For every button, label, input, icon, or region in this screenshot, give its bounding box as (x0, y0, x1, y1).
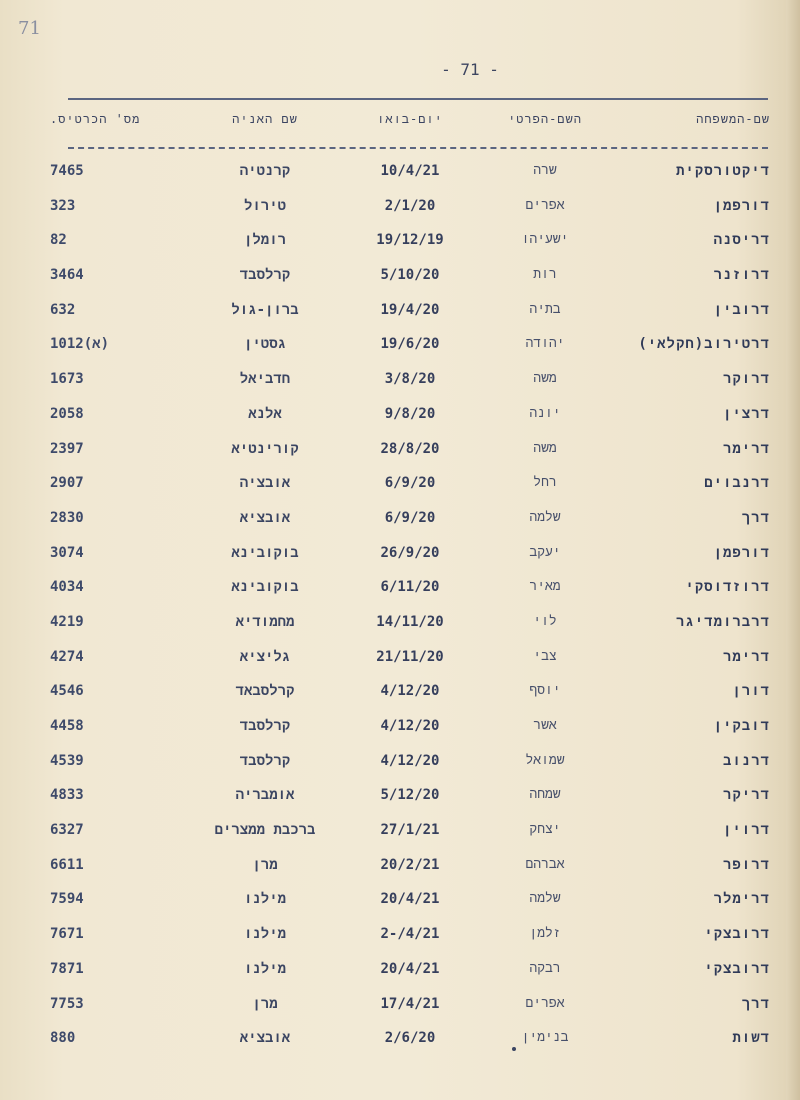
given-name-cell: יהודה (525, 336, 565, 352)
certificate-number-cell: 2058 (50, 405, 84, 422)
arrival-date-cell: 2/6/20 (384, 1030, 436, 1047)
given-name-cell: בנימין (521, 1030, 569, 1046)
page-edge (786, 0, 800, 1100)
ship-name-cell: גליציא (239, 648, 291, 665)
family-name-cell: דרברומדיגר (675, 613, 770, 630)
given-name-cell: אפרים (525, 995, 565, 1011)
family-name-cell: דורן (732, 683, 770, 700)
ship-name-cell: בוקובינא (231, 544, 299, 561)
family-name-cell: דרוקר (722, 371, 770, 388)
certificate-number-cell: 6327 (50, 822, 84, 839)
header-bottom-rule (68, 147, 768, 149)
table-row (40, 537, 770, 572)
arrival-date-cell: 14/11/20 (376, 613, 444, 630)
ink-dot (512, 1047, 516, 1051)
table-row (40, 953, 770, 988)
arrival-date-cell: 2/1/20 (384, 197, 436, 214)
given-name-cell: שרה (533, 163, 557, 178)
family-name-cell: דרוזנר (713, 267, 770, 284)
given-name-cell: רבקה (529, 960, 561, 976)
ship-name-cell: קרלסבד (239, 752, 291, 769)
table-row (40, 398, 770, 433)
table-row (40, 155, 770, 190)
arrival-date-cell: 20/2/21 (380, 856, 440, 873)
arrival-date-cell: 27/1/21 (380, 822, 440, 839)
arrival-date-cell: 9/8/20 (384, 405, 436, 422)
arrival-date-cell: 20/4/21 (380, 891, 440, 908)
table-row (40, 849, 770, 884)
family-name-cell: דריסנה (713, 232, 770, 249)
given-name-cell: יונה (529, 405, 561, 421)
arrival-date-cell: 26/9/20 (380, 544, 440, 561)
header-certificate-number: מס' הכרטיס. (50, 112, 141, 126)
family-name-cell: דרטירוב(חקלאי) (638, 336, 770, 353)
arrival-date-cell: 19/4/20 (380, 301, 440, 318)
family-name-cell: דרימר (722, 648, 770, 665)
table-row (40, 433, 770, 468)
family-name-cell: דרך (741, 509, 770, 526)
given-name-cell: משה (533, 371, 557, 387)
certificate-number-cell: 632 (50, 301, 76, 318)
table-row (40, 190, 770, 225)
family-name-cell: דשות (732, 1030, 770, 1047)
certificate-number-cell: 82 (50, 232, 67, 249)
table-row (40, 710, 770, 745)
family-name-cell: דרובין (713, 301, 770, 318)
given-name-cell: שמחה (529, 787, 561, 803)
family-name-cell: דרימלר (713, 891, 770, 908)
table-row (40, 467, 770, 502)
ship-name-cell: אלנא (248, 405, 282, 422)
arrival-date-cell: 2-/4/21 (380, 926, 440, 943)
table-row (40, 641, 770, 676)
family-name-cell: דרימר (722, 440, 770, 457)
ship-name-cell: מרן (252, 856, 278, 873)
ship-name-cell: רומלן (243, 232, 286, 249)
family-name-cell: דרובצקי (704, 926, 770, 943)
certificate-number-cell: 3074 (50, 544, 84, 561)
arrival-date-cell: 6/9/20 (384, 509, 436, 526)
header-ship-name: שם האניה (232, 112, 298, 126)
arrival-date-cell: 6/11/20 (380, 579, 440, 596)
given-name-cell: רות (533, 267, 557, 283)
certificate-number-cell: 1673 (50, 371, 84, 388)
ship-name-cell: אובציה (239, 475, 291, 492)
table-row (40, 224, 770, 259)
table-row (40, 259, 770, 294)
table-row (40, 571, 770, 606)
certificate-number-cell: 323 (50, 197, 76, 214)
header-arrival-date: יום-בואו (377, 112, 443, 126)
ship-name-cell: מרן (252, 995, 278, 1012)
ship-name-cell: אובציא (239, 1030, 291, 1047)
arrival-date-cell: 4/12/20 (380, 752, 440, 769)
ship-name-cell: מילנו (243, 891, 286, 908)
table-row (40, 988, 770, 1023)
family-name-cell: דורפמן (713, 197, 770, 214)
ship-name-cell: אובציא (239, 509, 291, 526)
certificate-number-cell: 7465 (50, 163, 84, 179)
header-top-rule (68, 98, 768, 100)
given-name-cell: זלמן (529, 926, 561, 942)
certificate-number-cell: 4546 (50, 683, 84, 700)
ship-name-cell: קורינטיא (231, 440, 299, 457)
given-name-cell: אפרים (525, 197, 565, 213)
table-row (40, 675, 770, 710)
table-row (40, 918, 770, 953)
certificate-number-cell: 7594 (50, 891, 84, 908)
arrival-date-cell: 10/4/21 (380, 163, 440, 179)
ship-name-cell: קרלסבד (239, 718, 291, 734)
table-row (40, 294, 770, 329)
given-name-cell: שלמה (529, 891, 561, 907)
family-name-cell: דרצין (722, 405, 770, 422)
ship-name-cell: גסטין (243, 336, 286, 353)
certificate-number-cell: 4034 (50, 579, 84, 596)
ship-name-cell: חדביאל (239, 371, 291, 388)
given-name-cell: בתיה (529, 301, 561, 317)
family-name-cell: דרופר (722, 856, 770, 873)
given-name-cell: רחל (533, 475, 557, 491)
header-family-name: שם-המשפחה (696, 112, 770, 126)
certificate-number-cell: 7871 (50, 960, 84, 977)
table-body (40, 155, 770, 1057)
family-name-cell: דריקר (722, 787, 770, 804)
family-name-cell: דיקטורסקית (675, 163, 770, 179)
page-number: - 71 - (441, 60, 499, 79)
arrival-date-cell: 6/9/20 (384, 475, 436, 492)
given-name-cell: מאיר (529, 579, 561, 595)
table-row (40, 606, 770, 641)
certificate-number-cell: 1012(א) (50, 336, 109, 353)
family-name-cell: דרוזדוסקי (685, 579, 770, 596)
ship-name-cell: בוקובינא (231, 579, 299, 596)
given-name-cell: לוי (533, 613, 557, 629)
given-name-cell: אברהם (525, 856, 565, 872)
table-row (40, 328, 770, 363)
certificate-number-cell: 6611 (50, 856, 84, 873)
family-name-cell: דרנבוים (704, 475, 770, 492)
family-name-cell: דרך (741, 995, 770, 1012)
certificate-number-cell: 4833 (50, 787, 84, 804)
given-name-cell: שמואל (525, 752, 565, 768)
given-name-cell: יצחק (529, 822, 561, 838)
family-name-cell: דורפמן (713, 544, 770, 561)
arrival-date-cell: 17/4/21 (380, 995, 440, 1012)
family-name-cell: דרוין (722, 822, 770, 839)
given-name-cell: שלמה (529, 509, 561, 525)
certificate-number-cell: 3464 (50, 267, 84, 284)
family-name-cell: דרנוב (722, 752, 770, 769)
table-row (40, 883, 770, 918)
ship-name-cell: טירול (243, 197, 286, 214)
ship-name-cell: קרנטיה (239, 163, 291, 179)
header-given-name: השם-הפרטי (508, 112, 582, 126)
certificate-number-cell: 2907 (50, 475, 84, 492)
ship-name-cell: קרלסבאד (235, 683, 295, 700)
ship-name-cell: אומבריה (235, 787, 295, 804)
ship-name-cell: ברכבת ממצרים (214, 822, 316, 839)
table-row (40, 779, 770, 814)
arrival-date-cell: 19/6/20 (380, 336, 440, 353)
arrival-date-cell: 19/12/19 (376, 232, 444, 249)
table-row (40, 814, 770, 849)
certificate-number-cell: 880 (50, 1030, 76, 1047)
ship-name-cell: ברון-גול (231, 301, 299, 318)
certificate-number-cell: 4539 (50, 752, 84, 769)
certificate-number-cell: 2397 (50, 440, 84, 457)
certificate-number-cell: 2830 (50, 509, 84, 526)
ship-name-cell: קרלסבד (239, 267, 291, 284)
ship-name-cell: מילנו (243, 926, 286, 943)
arrival-date-cell: 28/8/20 (380, 440, 440, 457)
given-name-cell: אשר (533, 718, 557, 733)
given-name-cell: צבי (533, 648, 557, 664)
table-row (40, 502, 770, 537)
arrival-date-cell: 5/10/20 (380, 267, 440, 284)
family-name-cell: דובקין (713, 718, 770, 734)
given-name-cell: ישעיהו (521, 232, 569, 248)
arrival-date-cell: 3/8/20 (384, 371, 436, 388)
corner-page-mark: 71 (18, 18, 41, 39)
ship-name-cell: מחמודיא (235, 613, 295, 630)
arrival-date-cell: 4/12/20 (380, 683, 440, 700)
given-name-cell: יוסף (529, 683, 561, 699)
arrival-date-cell: 20/4/21 (380, 960, 440, 977)
ship-name-cell: מילנו (243, 960, 286, 977)
arrival-date-cell: 4/12/20 (380, 718, 440, 734)
arrival-date-cell: 5/12/20 (380, 787, 440, 804)
certificate-number-cell: 4458 (50, 718, 84, 734)
given-name-cell: משה (533, 440, 557, 456)
certificate-number-cell: 7753 (50, 995, 84, 1012)
certificate-number-cell: 4274 (50, 648, 84, 665)
certificate-number-cell: 7671 (50, 926, 84, 943)
certificate-number-cell: 4219 (50, 613, 84, 630)
table-row (40, 1022, 770, 1057)
table-row (40, 745, 770, 780)
table-row (40, 363, 770, 398)
given-name-cell: יעקב (529, 544, 561, 560)
arrival-date-cell: 21/11/20 (376, 648, 444, 665)
table-header (40, 112, 770, 134)
family-name-cell: דרובצקי (704, 960, 770, 977)
